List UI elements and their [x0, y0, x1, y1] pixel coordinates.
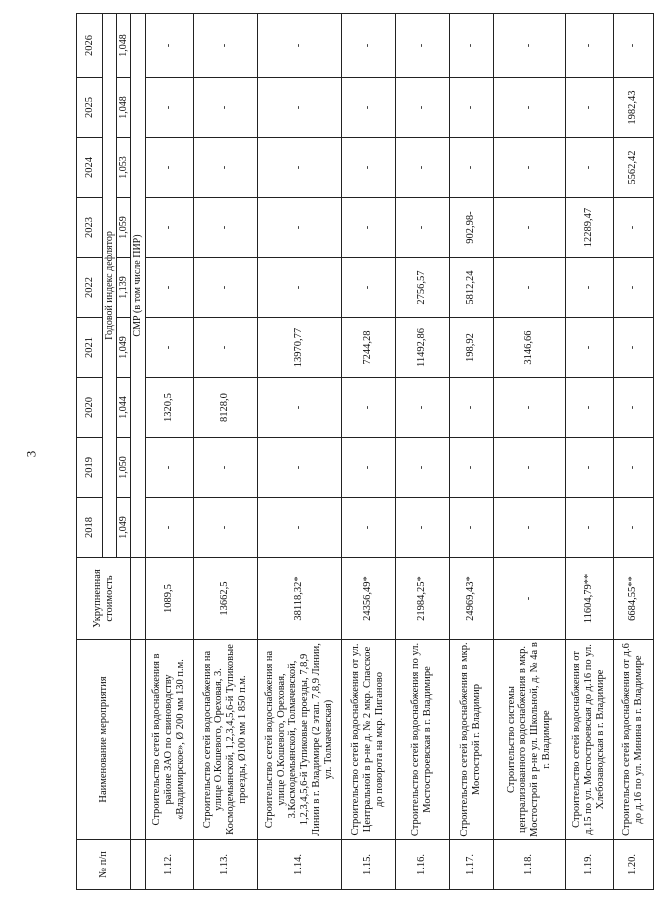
row-name: Строительство сетей водоснабжения от ул. Центральной в р-не д. № 2 мкр. Спасское до поворота на мкр. Пиганово: [341, 640, 395, 840]
row-year-value: -: [565, 438, 613, 498]
deflator-value: 1,050: [117, 438, 131, 498]
header-year: 2021: [77, 318, 103, 378]
header-year: 2024: [77, 138, 103, 198]
row-year-value: -: [565, 318, 613, 378]
header-year: 2023: [77, 198, 103, 258]
table-row: [145, 14, 193, 890]
row-name: Строительство сетей водоснабжения на улице О.Кошевого, Ореховая, 3. Космодемьянской, 1,2,3,4,5,6-й Тупиковые проезды, Ø100 мм 1 850 п.м.: [193, 640, 257, 840]
row-year-value: 1982,43: [613, 78, 653, 138]
table-row: [565, 14, 613, 890]
row-year-value: 5562,42: [613, 138, 653, 198]
row-year-value: 1320,5: [145, 378, 193, 438]
row-year-value: -: [449, 78, 493, 138]
row-year-value: -: [449, 14, 493, 78]
row-year-value: -: [193, 78, 257, 138]
table-row: [613, 14, 653, 890]
row-year-value: -: [145, 258, 193, 318]
row-year-value: -: [193, 498, 257, 558]
row-num: 1.18.: [493, 840, 565, 890]
row-name: Строительство сетей водоснабжения в мкр. Мостострой г. Владимир: [449, 640, 493, 840]
row-year-value: -: [145, 498, 193, 558]
row-num: 1.14.: [257, 840, 341, 890]
header-cost: Укрупненная стоимость: [77, 558, 131, 640]
row-year-value: -: [613, 498, 653, 558]
row-year-value: -: [193, 258, 257, 318]
row-year-value: -: [613, 378, 653, 438]
row-num: 1.13.: [193, 840, 257, 890]
row-year-value: -: [493, 138, 565, 198]
row-year-value: -: [193, 138, 257, 198]
row-year-value: -: [145, 14, 193, 78]
table-row: [193, 14, 257, 890]
table-sheet: [76, 14, 645, 890]
row-year-value: -: [395, 138, 449, 198]
row-year-value: -: [565, 498, 613, 558]
row-year-value: -: [493, 258, 565, 318]
row-year-value: -: [341, 438, 395, 498]
row-year-value: -: [145, 198, 193, 258]
deflator-value: 1,139: [117, 258, 131, 318]
deflator-value: 1,048: [117, 14, 131, 78]
table-body: [145, 14, 653, 890]
row-num: 1.12.: [145, 840, 193, 890]
row-year-value: -: [257, 14, 341, 78]
row-year-value: -: [493, 378, 565, 438]
row-year-value: -: [565, 14, 613, 78]
row-year-value: -: [613, 14, 653, 78]
row-year-value: -: [493, 14, 565, 78]
row-year-value: -: [613, 258, 653, 318]
row-year-value: -: [395, 438, 449, 498]
row-year-value: -: [395, 14, 449, 78]
row-year-value: -: [395, 498, 449, 558]
page-number: 3: [23, 450, 39, 458]
row-year-value: -: [257, 138, 341, 198]
row-cost: 38118,32*: [257, 558, 341, 640]
row-num: 1.20.: [613, 840, 653, 890]
row-year-value: -: [257, 258, 341, 318]
row-year-value: 5812,24: [449, 258, 493, 318]
row-year-value: -: [565, 78, 613, 138]
row-year-value: -: [449, 378, 493, 438]
header-year: 2022: [77, 258, 103, 318]
row-year-value: -: [257, 78, 341, 138]
measures-table: [76, 13, 654, 890]
blank-cell: [131, 558, 145, 640]
header-name: Наименование мероприятия: [77, 640, 131, 840]
deflator-label: Годовой индекс дефлятор: [103, 14, 117, 558]
row-year-value: -: [257, 198, 341, 258]
table-row: [257, 14, 341, 890]
blank-cell: [131, 640, 145, 840]
row-year-value: -: [493, 78, 565, 138]
rotated-table-wrapper: [76, 14, 645, 890]
row-year-value: -: [613, 438, 653, 498]
deflator-value: 1,059: [117, 198, 131, 258]
header-year: 2019: [77, 438, 103, 498]
row-num: 1.16.: [395, 840, 449, 890]
row-cost: 24356,49*: [341, 558, 395, 640]
row-year-value: -: [341, 258, 395, 318]
row-year-value: -: [565, 258, 613, 318]
row-year-value: -: [565, 378, 613, 438]
row-year-value: -: [395, 198, 449, 258]
row-year-value: -: [257, 378, 341, 438]
row-cost: 6684,55**: [613, 558, 653, 640]
row-year-value: -: [493, 438, 565, 498]
row-year-value: -: [449, 138, 493, 198]
row-name: Строительство сетей водоснабжения от д.6 до д.16 по ул. Минина в г. Владимире: [613, 640, 653, 840]
row-year-value: -: [145, 438, 193, 498]
table-row: [493, 14, 565, 890]
row-year-value: -: [193, 318, 257, 378]
row-cost: 24969,43*: [449, 558, 493, 640]
row-year-value: 902,98-: [449, 198, 493, 258]
row-year-value: -: [613, 318, 653, 378]
row-cost: -: [493, 558, 565, 640]
header-num: № п/п: [77, 840, 131, 890]
row-year-value: 13970,77: [257, 318, 341, 378]
row-year-value: -: [341, 198, 395, 258]
row-name: Строительство системы централизованного водоснабжения в мкр. Мостострой в р-не ул. Школьной, д. № 4а в г. Владимире: [493, 640, 565, 840]
row-year-value: 12289,47: [565, 198, 613, 258]
row-year-value: -: [449, 498, 493, 558]
row-num: 1.15.: [341, 840, 395, 890]
row-name: Строительство сетей водоснабжения по ул. Мостостроевская в г. Владимире: [395, 640, 449, 840]
row-cost: 13662,5: [193, 558, 257, 640]
row-year-value: -: [493, 198, 565, 258]
row-year-value: -: [257, 438, 341, 498]
row-year-value: -: [193, 438, 257, 498]
deflator-value: 1,049: [117, 318, 131, 378]
row-cost: 21984,25*: [395, 558, 449, 640]
table-row: [395, 14, 449, 890]
row-name: Строительство сетей водоснабжения в районе ЗАО по свиноводству «Владимирское», Ø 200 мм 130 п.м.: [145, 640, 193, 840]
row-year-value: -: [193, 14, 257, 78]
row-year-value: -: [395, 78, 449, 138]
row-year-value: 2756,57: [395, 258, 449, 318]
deflator-value: 1,048: [117, 78, 131, 138]
row-year-value: 3146,66: [493, 318, 565, 378]
deflator-value: 1,044: [117, 378, 131, 438]
row-year-value: -: [341, 138, 395, 198]
row-year-value: -: [341, 14, 395, 78]
row-year-value: 11492,86: [395, 318, 449, 378]
row-year-value: 198,92: [449, 318, 493, 378]
header-year: 2020: [77, 378, 103, 438]
row-year-value: -: [145, 138, 193, 198]
header-year: 2026: [77, 14, 103, 78]
row-year-value: 7244,28: [341, 318, 395, 378]
table-row: [449, 14, 493, 890]
row-cost: 1089,5: [145, 558, 193, 640]
row-year-value: -: [565, 138, 613, 198]
deflator-value: 1,049: [117, 498, 131, 558]
table-row: [341, 14, 395, 890]
row-num: 1.17.: [449, 840, 493, 890]
row-cost: 11604,79**: [565, 558, 613, 640]
row-num: 1.19.: [565, 840, 613, 890]
row-year-value: -: [613, 198, 653, 258]
row-year-value: -: [449, 438, 493, 498]
row-year-value: -: [341, 498, 395, 558]
row-year-value: -: [395, 378, 449, 438]
row-year-value: -: [341, 78, 395, 138]
row-year-value: -: [193, 198, 257, 258]
smr-label: СМР (в том числе ПИР): [131, 14, 145, 558]
header-year: 2018: [77, 498, 103, 558]
row-year-value: -: [145, 318, 193, 378]
blank-cell: [131, 840, 145, 890]
row-year-value: -: [493, 498, 565, 558]
header-year: 2025: [77, 78, 103, 138]
deflator-value: 1,053: [117, 138, 131, 198]
row-year-value: -: [257, 498, 341, 558]
row-name: Строительство сетей водоснабжения от д.15 по ул. Мостостроевская до д.16 по ул. Хлебозаводская в г. Владимире: [565, 640, 613, 840]
row-year-value: 8128,0: [193, 378, 257, 438]
row-year-value: -: [341, 378, 395, 438]
row-year-value: -: [145, 78, 193, 138]
row-name: Строительство сетей водоснабжения на улице О.Кошевого, Ореховая, 3.Космодемьянской, Толмачевской, 1,2,3,4,5,6-й Тупиковые проезды, 7,8,9 Линии в г. Владимире (2 этап. 7,8,9 Линии, ул. Толмачевская): [257, 640, 341, 840]
